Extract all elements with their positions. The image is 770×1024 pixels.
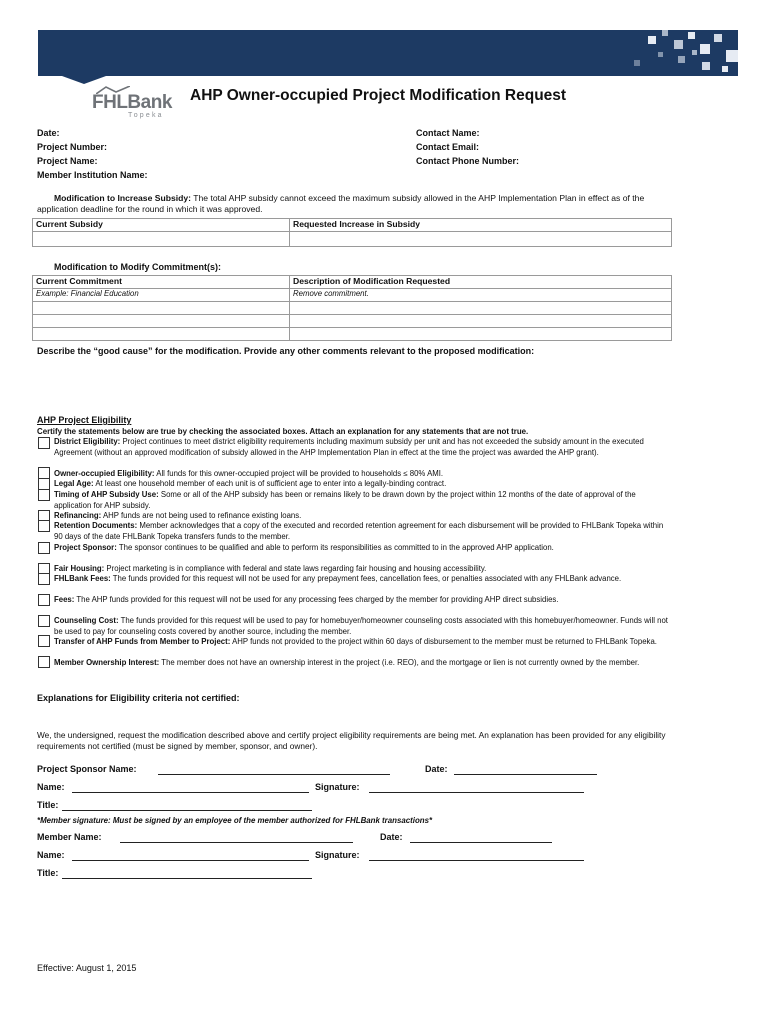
member-institution-label: Member Institution Name: bbox=[37, 170, 148, 180]
current-commitment-header: Current Commitment bbox=[33, 276, 290, 289]
retention-documents-checkbox[interactable] bbox=[38, 520, 50, 532]
modification-row-cell[interactable] bbox=[290, 302, 672, 315]
member-signature-note: *Member signature: Must be signed by an employee of the member authorized for FHLBank transactions* bbox=[37, 816, 433, 825]
sponsor-title-label: Title: bbox=[37, 800, 59, 810]
eligibility-item-transfer: Transfer of AHP Funds from Member to Project: AHP funds not provided to the project within 60 days of disbursement to the member must be returned to FHLBank Topeka. bbox=[54, 637, 657, 646]
contact-name-label: Contact Name: bbox=[416, 128, 480, 138]
fhlbank-logo: FHLBank bbox=[92, 92, 172, 113]
modification-row-cell[interactable] bbox=[290, 315, 672, 328]
eligibility-item-ownership: Member Ownership Interest: The member does not have an ownership interest in the project (i.e. REO), and the mortgage or lien is not currently owned by the member. bbox=[54, 658, 640, 667]
fhlbank-logo-subtitle: Topeka bbox=[128, 112, 164, 119]
eligibility-item-fair-housing: Fair Housing: Project marketing is in compliance with federal and state laws regarding fair housing and housing accessibility. bbox=[54, 564, 487, 573]
member-signature-label: Signature: bbox=[315, 850, 360, 860]
contact-phone-label: Contact Phone Number: bbox=[416, 156, 520, 166]
sponsor-name-line[interactable] bbox=[158, 774, 390, 775]
member-title-line[interactable] bbox=[62, 878, 312, 879]
explanations-heading: Explanations for Eligibility criteria not certified: bbox=[37, 693, 240, 703]
sponsor-name-label: Project Sponsor Name: bbox=[37, 764, 137, 774]
current-subsidy-cell[interactable] bbox=[33, 232, 290, 247]
district-eligibility-checkbox[interactable] bbox=[38, 437, 50, 449]
member-name-line[interactable] bbox=[120, 842, 353, 843]
commitment-row-cell[interactable] bbox=[33, 328, 290, 341]
commitment-row-cell[interactable] bbox=[33, 302, 290, 315]
project-sponsor-checkbox[interactable] bbox=[38, 542, 50, 554]
sponsor-title-line[interactable] bbox=[62, 810, 312, 811]
project-number-label: Project Number: bbox=[37, 142, 108, 152]
member-name-label: Member Name: bbox=[37, 832, 102, 842]
eligibility-instruction: Certify the statements below are true by checking the associated boxes. Attach an explanation for any statements that are not true. bbox=[37, 427, 529, 436]
eligibility-item-district: District Eligibility: Project continues to meet district eligibility requirements including maximum subsidy per unit and has not exceeded the subsidy amount in the executed Agreement (without an approved modification of subsidy allowed in the AHP Implementation Plan in effect at the time the project was awarded the AHP grant). bbox=[54, 437, 644, 457]
sponsor-signature-line[interactable] bbox=[369, 792, 584, 793]
modification-description-header: Description of Modification Requested bbox=[290, 276, 672, 289]
counseling-cost-checkbox[interactable] bbox=[38, 615, 50, 627]
project-name-label: Project Name: bbox=[37, 156, 98, 166]
subsidy-heading: Modification to Increase Subsidy: bbox=[54, 193, 192, 203]
commitment-heading: Modification to Modify Commitment(s): bbox=[54, 262, 221, 272]
commitment-table bbox=[32, 275, 672, 341]
good-cause-prompt: Describe the “good cause” for the modification. Provide any other comments relevant to the proposed modification: bbox=[37, 346, 535, 356]
eligibility-item-owner-occupied: Owner-occupied Eligibility: All funds for this owner-occupied project will be provided to households ≤ 80% AMI. bbox=[54, 469, 444, 478]
current-subsidy-header: Current Subsidy bbox=[33, 219, 290, 232]
modification-row-cell[interactable] bbox=[290, 328, 672, 341]
eligibility-heading: AHP Project Eligibility bbox=[37, 415, 132, 425]
eligibility-item-fhlbank-fees: FHLBank Fees: The funds provided for this request will not be used for any prepayment fees, cancellation fees, or penalties associated with any FHLBank advance. bbox=[54, 574, 622, 583]
contact-email-label: Contact Email: bbox=[416, 142, 480, 152]
member-date-line[interactable] bbox=[410, 842, 552, 843]
effective-date-footer: Effective: August 1, 2015 bbox=[37, 963, 137, 973]
eligibility-item-fees: Fees: The AHP funds provided for this request will not be used for any processing fees charged by the member for providing AHP direct subsidies. bbox=[54, 595, 559, 604]
requested-increase-header: Requested Increase in Subsidy bbox=[290, 219, 672, 232]
sponsor-signature-label: Signature: bbox=[315, 782, 360, 792]
page-title: AHP Owner-occupied Project Modification Request bbox=[190, 87, 567, 104]
member-title-label: Title: bbox=[37, 868, 59, 878]
subsidy-text: The total AHP subsidy cannot exceed the maximum subsidy allowed in the AHP Implementation Plan in effect as of the application deadline for the round in which it was approved. bbox=[37, 193, 645, 214]
eligibility-item-timing: Timing of AHP Subsidy Use: Some or all of the AHP subsidy has been or remains likely to be drawn down by the project within 12 months of the date of approval of the application for AHP subsidy. bbox=[54, 490, 636, 510]
fees-checkbox[interactable] bbox=[38, 594, 50, 606]
banner-notch bbox=[62, 76, 106, 84]
member-signer-name-line[interactable] bbox=[72, 860, 309, 861]
sponsor-date-line[interactable] bbox=[454, 774, 597, 775]
member-date-label: Date: bbox=[380, 832, 403, 842]
eligibility-item-refinancing: Refinancing: AHP funds are not being used to refinance existing loans. bbox=[54, 511, 302, 520]
member-ownership-checkbox[interactable] bbox=[38, 656, 50, 668]
modification-example-cell: Remove commitment. bbox=[290, 289, 672, 302]
commitment-row-cell[interactable] bbox=[33, 315, 290, 328]
sponsor-date-label: Date: bbox=[425, 764, 448, 774]
requested-increase-cell[interactable] bbox=[290, 232, 672, 247]
eligibility-item-sponsor: Project Sponsor: The sponsor continues to be qualified and able to perform its responsibilities as committed to in the approved AHP application. bbox=[54, 543, 554, 552]
member-signer-name-label: Name: bbox=[37, 850, 65, 860]
fhlbank-fees-checkbox[interactable] bbox=[38, 573, 50, 585]
certification-text: We, the undersigned, request the modification described above and certify project eligibility requirements are being met. An explanation has been provided for any eligibility requirements not certified (must be signed by member, sponsor, and owner). bbox=[37, 730, 666, 751]
transfer-funds-checkbox[interactable] bbox=[38, 635, 50, 647]
member-signature-line[interactable] bbox=[369, 860, 584, 861]
subsidy-table bbox=[32, 218, 672, 247]
eligibility-item-legal-age: Legal Age: At least one household member of each unit is of sufficient age to enter into a legally-binding contract. bbox=[54, 479, 447, 488]
header-banner bbox=[38, 30, 738, 76]
subsidy-section bbox=[37, 193, 677, 215]
sponsor-signer-name-label: Name: bbox=[37, 782, 65, 792]
commitment-example-cell: Example: Financial Education bbox=[33, 289, 290, 302]
timing-checkbox[interactable] bbox=[38, 489, 50, 501]
sponsor-signer-name-line[interactable] bbox=[72, 792, 309, 793]
eligibility-item-counseling: Counseling Cost: The funds provided for this request will be used to pay for homebuyer/homeowner counseling costs associated with this homebuyer/homeowner. Funds will not be used to pay for counseling costs covered by another source, including the member. bbox=[54, 616, 668, 636]
eligibility-item-retention: Retention Documents: Member acknowledges that a copy of the executed and recorded retention agreement for each disbursement will be provided to FHLBank Topeka within 90 days of the date FHLBank Topeka transfers funds to the member. bbox=[54, 521, 664, 541]
date-label: Date: bbox=[37, 128, 60, 138]
